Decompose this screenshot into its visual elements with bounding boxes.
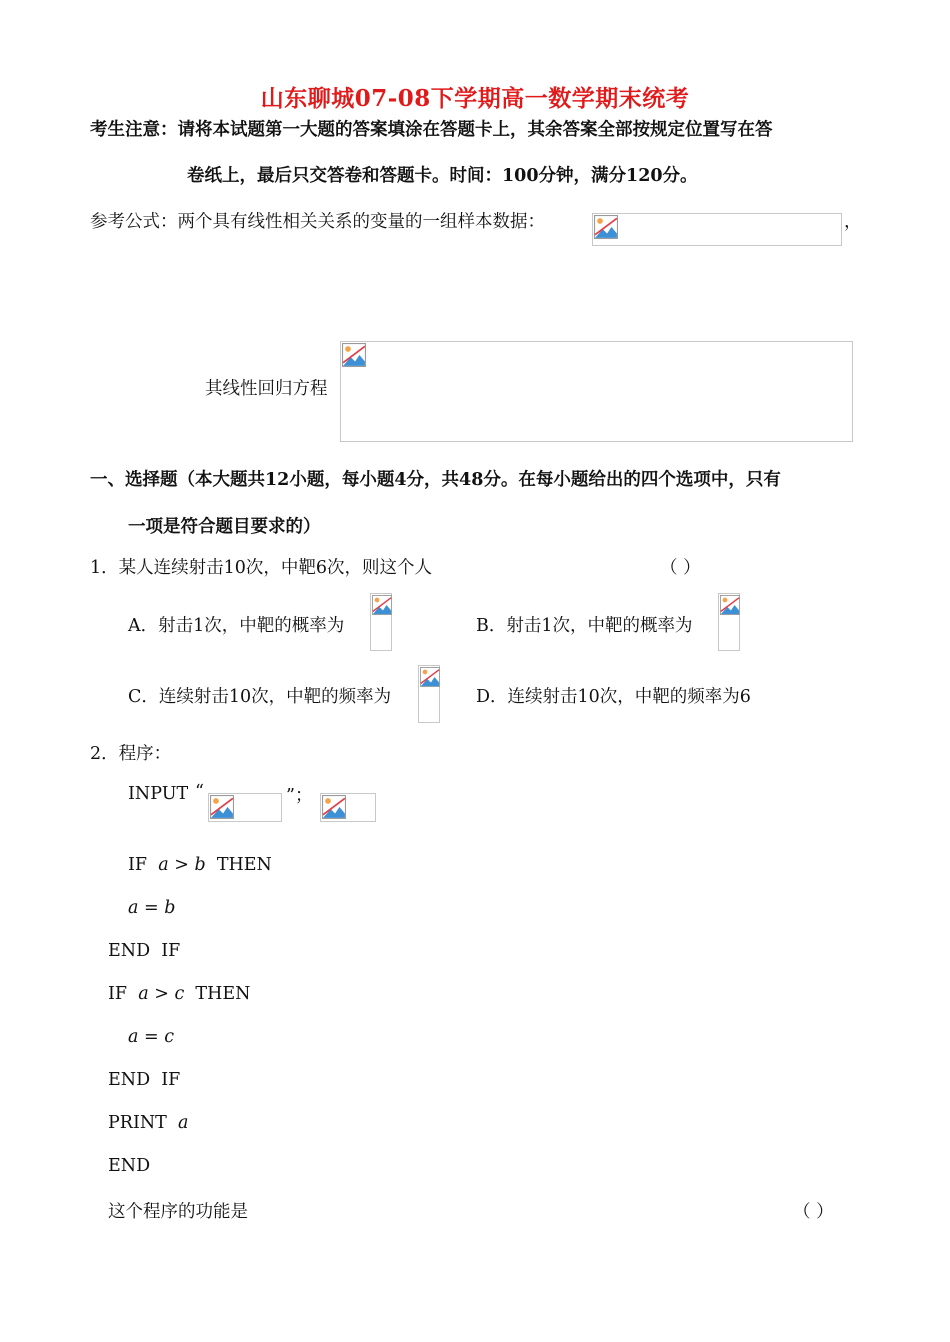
q1-answer-paren: （ ）	[660, 558, 701, 578]
code-keyword: IF	[108, 984, 128, 1004]
code-var: a	[128, 898, 139, 918]
code-line-end-if: END IF	[108, 1070, 181, 1090]
code-operator: =	[144, 898, 159, 918]
q2-stem: 2．程序：	[90, 744, 172, 764]
q1-stem: 1．某人连续射击10次，中靶6次，则这个人	[90, 558, 433, 578]
q1-option-a: A．射击1次，中靶的概率为	[128, 616, 345, 636]
code-line-if-ac	[108, 984, 250, 1004]
code-operator: =	[144, 1027, 159, 1047]
code-keyword: THEN	[195, 984, 251, 1004]
code-input-keyword: INPUT	[128, 784, 189, 804]
notice-line-2: 卷纸上，最后只交答卷和答题卡。时间：100分钟，满分120分。	[187, 166, 698, 186]
code-line-end-if: END IF	[108, 941, 181, 961]
q2-question: 这个程序的功能是	[108, 1202, 248, 1222]
q1-option-b-image	[718, 593, 740, 651]
regression-label: 其线性回归方程	[205, 379, 328, 399]
code-keyword: PRINT	[108, 1113, 167, 1133]
broken-image-icon	[420, 667, 440, 687]
broken-image-icon	[594, 215, 618, 239]
code-keyword: IF	[128, 855, 148, 875]
broken-image-icon	[342, 343, 366, 367]
q1-option-c: C．连续射击10次，中靶的频率为	[128, 687, 392, 707]
q1-option-a-image	[370, 593, 392, 651]
code-line-if-ab	[128, 855, 272, 875]
q1-option-c-image	[418, 665, 440, 723]
code-var: a	[128, 1027, 139, 1047]
formula-comma: ，	[844, 212, 862, 232]
code-var: b	[194, 855, 206, 875]
q1-option-b: B．射击1次，中靶的概率为	[476, 616, 693, 636]
code-operator: >	[154, 984, 169, 1004]
page-title: 山东聊城07-08下学期高一数学期末统考	[260, 85, 690, 112]
regression-formula-image	[340, 341, 853, 442]
code-close-quote: ”；	[286, 786, 313, 806]
code-prompt-image	[208, 793, 282, 822]
formula-lead: 参考公式：两个具有线性相关关系的变量的一组样本数据：	[90, 212, 545, 232]
section-heading-line-2: 一项是符合题目要求的）	[128, 517, 321, 537]
code-var: b	[164, 898, 176, 918]
q1-option-d: D．连续射击10次，中靶的频率为6	[476, 687, 751, 707]
code-var: a	[158, 855, 169, 875]
broken-image-icon	[372, 595, 392, 615]
broken-image-icon	[210, 795, 234, 819]
broken-image-icon	[322, 795, 346, 819]
q2-answer-paren: （ ）	[793, 1202, 834, 1222]
code-var: a	[178, 1113, 189, 1133]
section-heading-line-1: 一、选择题（本大题共12小题，每小题4分，共48分。在每小题给出的四个选项中，只有	[90, 470, 781, 490]
code-line-print	[108, 1113, 188, 1133]
code-keyword: THEN	[216, 855, 272, 875]
code-open-quote: “	[195, 782, 204, 802]
code-var: c	[174, 984, 185, 1004]
code-operator: >	[174, 855, 189, 875]
code-var: c	[164, 1027, 175, 1047]
code-var: a	[138, 984, 149, 1004]
code-line-assign-b	[128, 898, 175, 918]
code-variables-image	[320, 793, 376, 822]
sample-data-formula-image	[592, 213, 842, 246]
code-line-assign-c	[128, 1027, 174, 1047]
code-line-end: END	[108, 1156, 151, 1176]
broken-image-icon	[720, 595, 740, 615]
notice-line-1: 考生注意：请将本试题第一大题的答案填涂在答题卡上，其余答案全部按规定位置写在答	[90, 120, 773, 140]
